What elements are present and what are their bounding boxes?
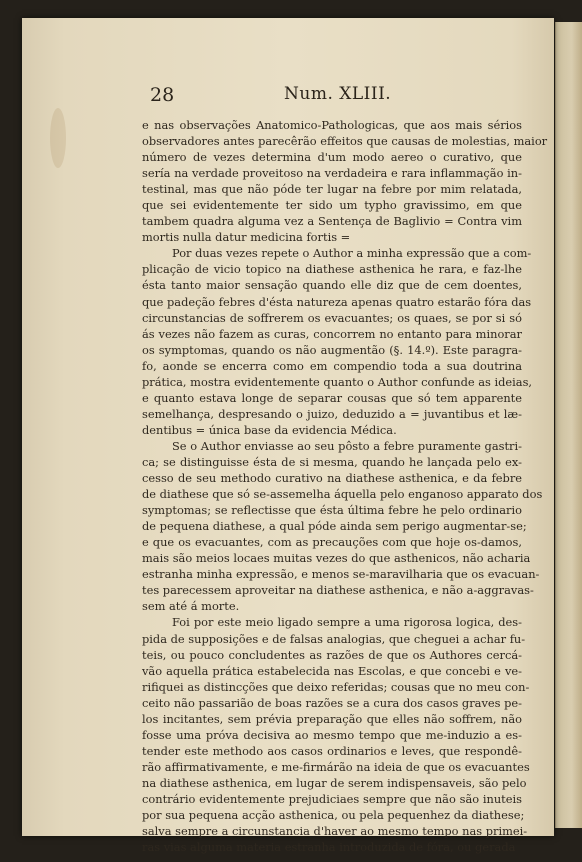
body-text: [142, 117, 548, 855]
text-line: observadores antes parecêrão effeitos que causas de molestias, maior: [142, 134, 548, 149]
text-line: los incitantes, sem prévia preparação que elles não soffrem, não: [142, 711, 522, 726]
running-head: Num. XLIII.: [284, 84, 392, 104]
paragraph: [142, 117, 548, 245]
text-line: Se o Author enviasse ao seu pôsto a febre puramente gastri-: [172, 438, 522, 453]
text-line: circunstancias de soffrerem os evacuantes; os quaes, se por si só: [142, 310, 522, 325]
page-number: 28: [150, 84, 175, 106]
text-line: e que os evacuantes, com as precauções com que hoje os-damos,: [142, 535, 522, 550]
text-line: Foi por este meio ligado sempre a uma rigorosa logica, des-: [172, 615, 522, 630]
text-line: dentibus = única base da evidencia Médica.: [142, 422, 397, 437]
text-line: na diathese asthenica, em lugar de serem indispensaveis, são pelo: [142, 775, 527, 790]
paper-stain: [50, 108, 66, 168]
text-line: salva sempre a circunstancia d'haver ao mesmo tempo nas primei-: [142, 824, 528, 839]
paragraph: [142, 614, 530, 855]
facing-page-edge: [555, 22, 582, 828]
text-line: rifiquei as distincções que deixo referidas; cousas que no meu con-: [142, 679, 530, 694]
text-line: fo, aonde se encerra como em compendio toda a sua doutrina: [142, 358, 522, 373]
text-line: mais são meios locaes muitas vezes do que asthenicos, não acharia: [142, 551, 531, 566]
text-line: ras vias alguma materia estranha introduzida de fóra, ou gerada: [142, 840, 516, 855]
text-line: sem até á morte.: [142, 599, 240, 614]
text-line: número de vezes determina d'um modo aereo o curativo, que: [142, 150, 522, 165]
text-line: ca; se distinguisse ésta de si mesma, quando he lançada pelo ex-: [142, 454, 522, 469]
text-line: vão aquella prática estabelecida nas Escolas, e que concebi e ve-: [142, 663, 522, 678]
text-line: tes parecessem aproveitar na diathese asthenica, e não a-aggravas-: [142, 583, 534, 598]
text-line: rão affirmativamente, e me-firmárão na ideia de que os evacuantes: [142, 759, 530, 774]
text-line: tambem quadra alguma vez a Sentença de Baglivio = Contra vim: [142, 214, 522, 229]
text-line: os symptomas, quando os não augmentão (§. 14.º). Este paragra-: [142, 342, 522, 357]
text-line: fosse uma próva decisiva ao mesmo tempo que me-induzio a es-: [142, 727, 522, 742]
text-line: symptomas; se reflectisse que ésta última febre he pelo ordinario: [142, 503, 522, 518]
text-line: prática, mostra evidentemente quanto o Author confunde as ideias,: [142, 374, 533, 389]
text-line: sería na verdade proveitoso na verdadeira e rara inflammação in-: [142, 166, 522, 181]
text-line: por sua pequena acção asthenica, ou pela pequenhez da diathese;: [142, 808, 525, 823]
text-line: e nas observações Anatomico-Pathologicas, que aos mais sérios: [142, 118, 522, 132]
text-line: teis, ou pouco concludentes as razões de que os Authores cercá-: [142, 647, 522, 662]
page-header: [150, 84, 510, 110]
text-line: ceito não passarião de boas razões se a cura dos casos graves pe-: [142, 695, 522, 710]
text-line: de diathese que só se-assemelha áquella pelo enganoso apparato dos: [142, 487, 543, 502]
text-line: que padeção febres d'ésta natureza apenas quatro estarão fóra das: [142, 294, 532, 309]
text-line: que sei evidentemente ter sido um typho gravissimo, em que: [142, 198, 522, 213]
paragraph: [142, 245, 533, 438]
text-line: plicação de vicio topico na diathese asthenica he rara, e faz-lhe: [142, 262, 522, 277]
text-line: e quanto estava longe de separar cousas que só tem apparente: [142, 390, 522, 405]
text-line: estranha minha expressão, e menos se-maravilharia que os evacuan-: [142, 567, 540, 582]
text-line: semelhança, despresando o juizo, deduzido a = juvantibus et læ-: [142, 406, 522, 421]
text-line: Por duas vezes repete o Author a minha expressão que a com-: [172, 246, 532, 261]
text-line: contrário evidentemente prejudiciaes sempre que não são inuteis: [142, 791, 522, 806]
text-line: pida de supposições e de falsas analogias, que cheguei a achar fu-: [142, 631, 526, 646]
text-line: testinal, mas que não póde ter lugar na febre por mim relatada,: [142, 182, 522, 197]
text-line: cesso de seu methodo curativo na diathese asthenica, e da febre: [142, 471, 522, 486]
text-line: de pequena diathese, a qual póde ainda sem perigo augmentar-se;: [142, 519, 527, 534]
text-line: ás vezes não fazem as curas, concorrem no entanto para minorar: [142, 326, 522, 341]
text-line: mortis nulla datur medicina fortis =: [142, 230, 351, 245]
paragraph: [142, 438, 543, 615]
text-line: ésta tanto maior sensação quando elle diz que de cem doentes,: [142, 278, 522, 293]
text-line: tender este methodo aos casos ordinarios e leves, que respondê-: [142, 743, 522, 758]
